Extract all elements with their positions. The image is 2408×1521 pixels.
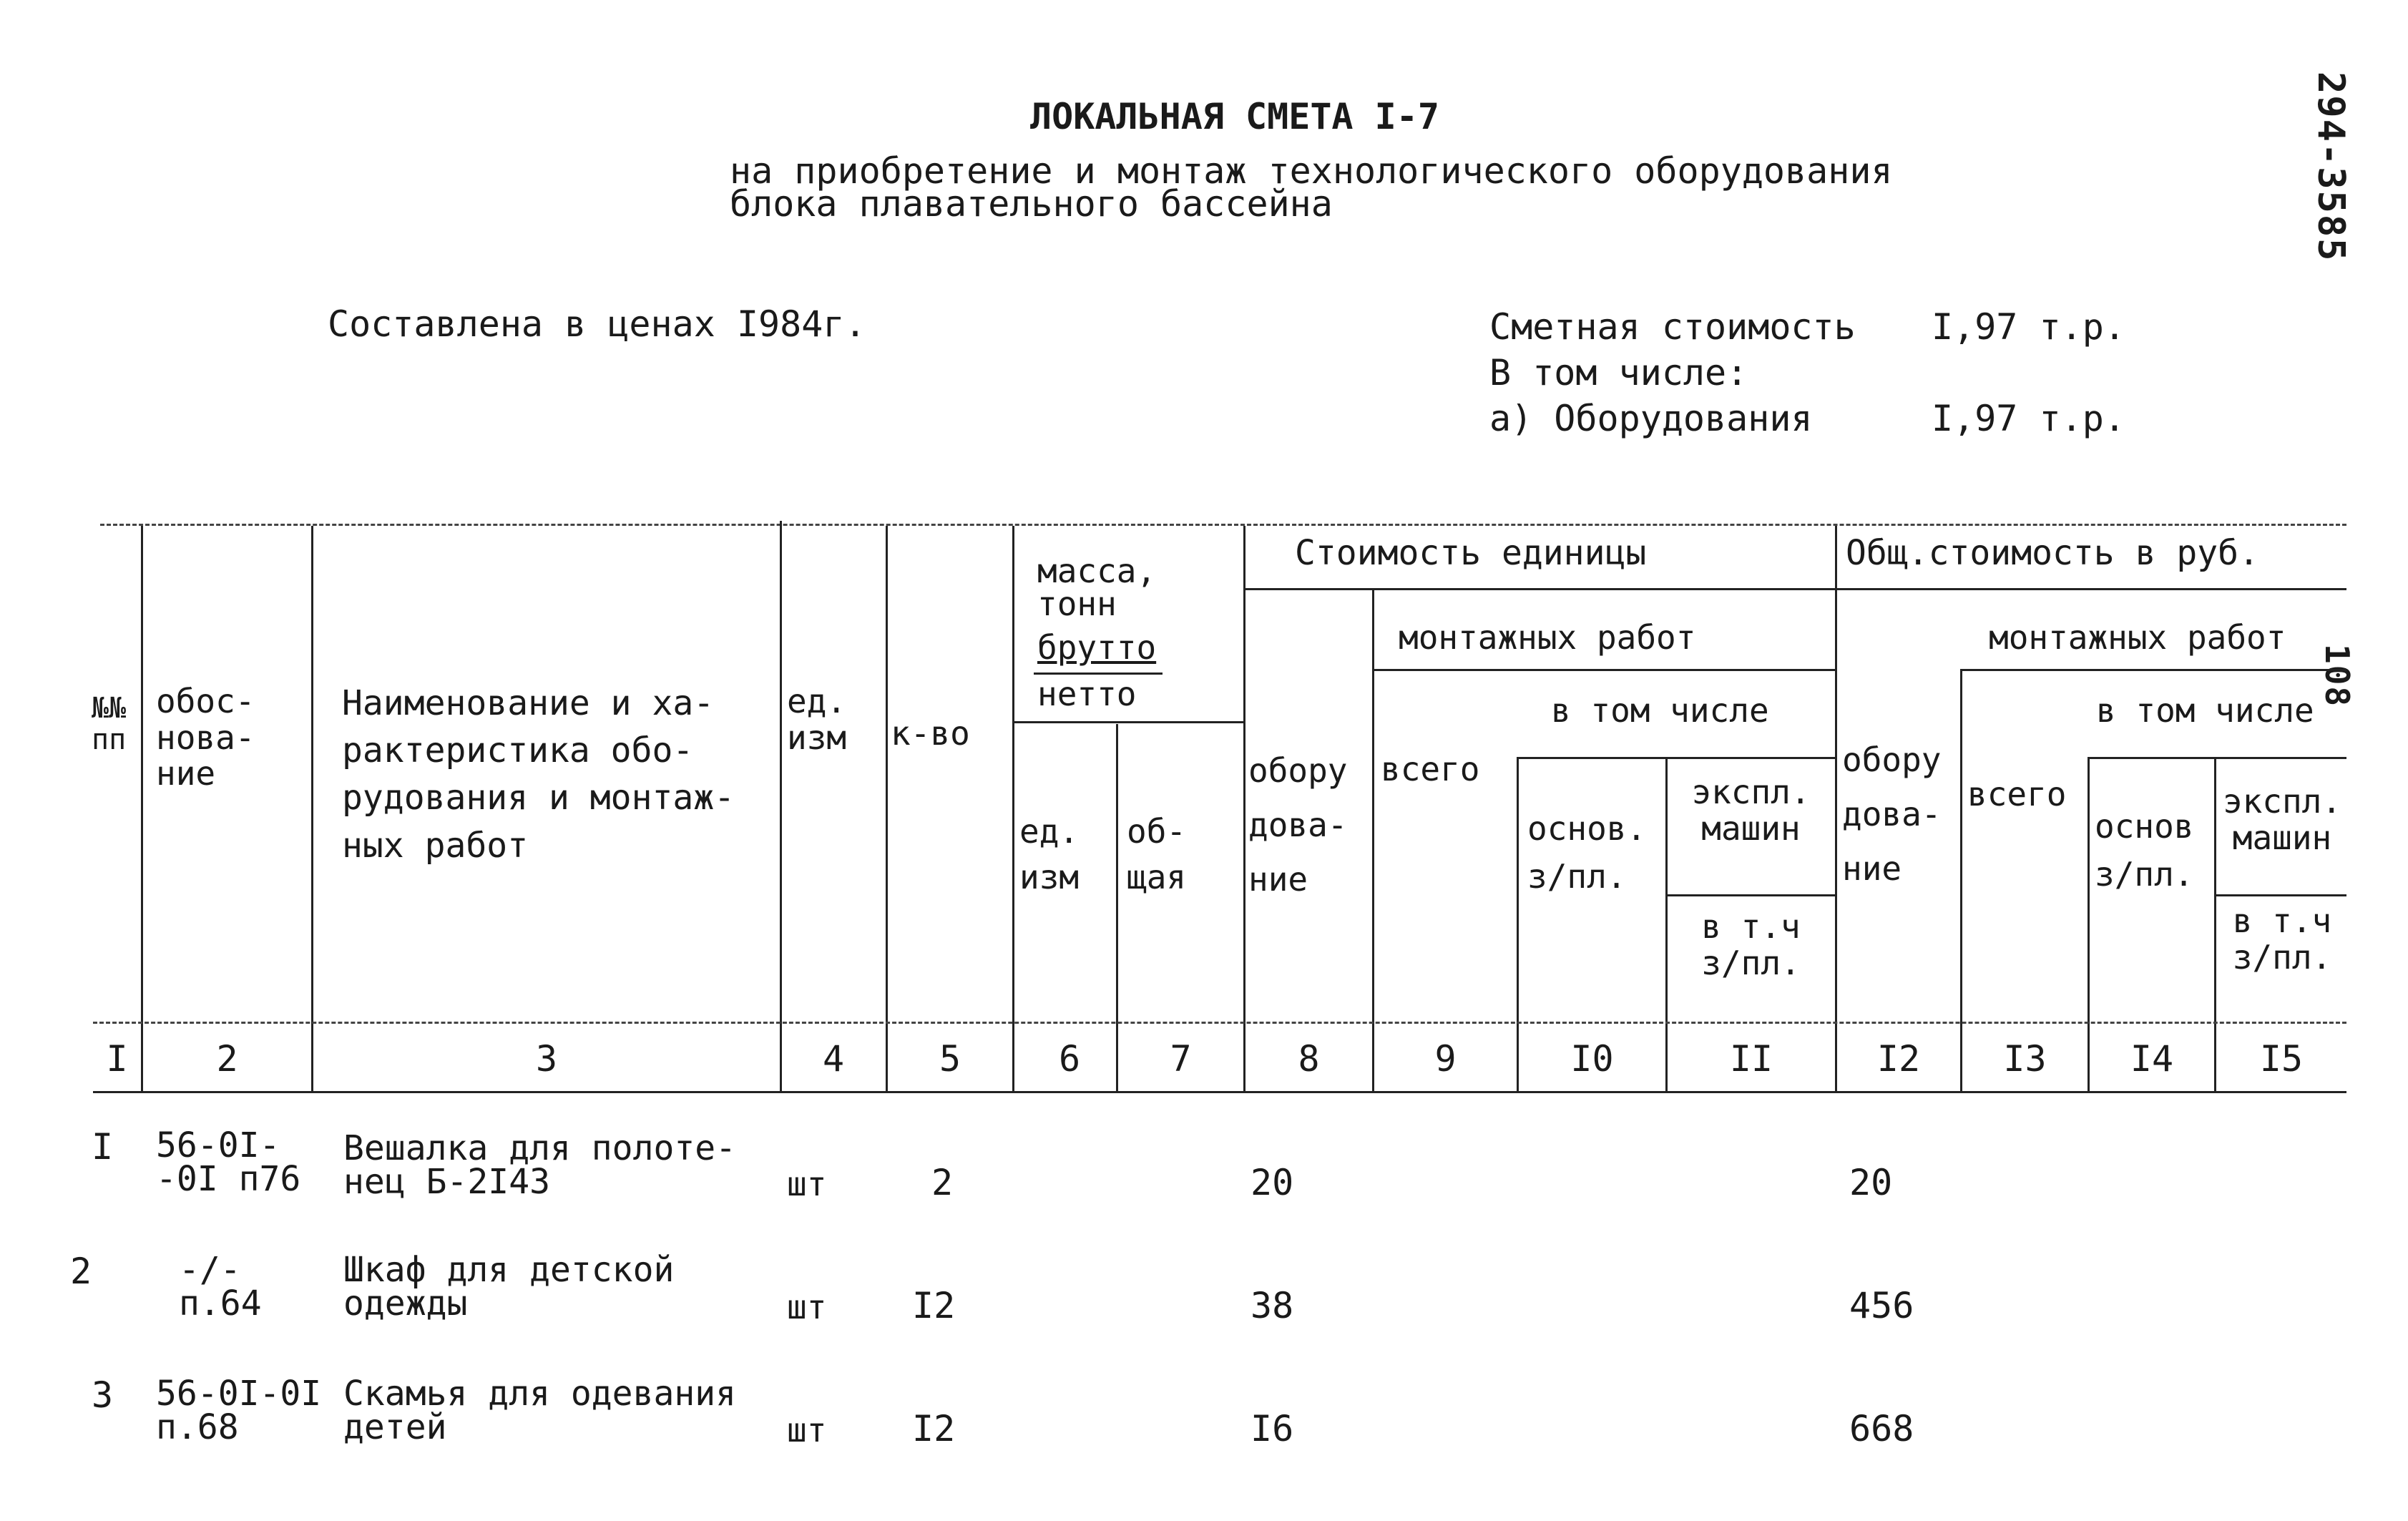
column-number: 3 — [535, 1038, 558, 1080]
column-number: 5 — [939, 1038, 961, 1080]
header-mass-netto: нетто — [1037, 675, 1137, 713]
header-equipment2: обору дова- ние — [1842, 740, 1942, 888]
header-including: в том числе — [1551, 691, 1769, 730]
header-total-cost: Общ.стоимость в руб. — [1846, 533, 2259, 573]
estimate-cost-value: I,97 т.р. — [1932, 306, 2125, 348]
table-top-border — [100, 524, 2346, 526]
header-mass: масса, тонн — [1037, 552, 1157, 623]
estimate-cost-label: Сметная стоимость — [1489, 306, 1856, 348]
column-number: 9 — [1434, 1038, 1457, 1080]
header-machines-salary2: в т.ч з/пл. — [2232, 901, 2332, 977]
col-divider — [1835, 526, 1837, 1091]
installation-divider — [1372, 669, 1835, 671]
col-divider — [141, 526, 143, 1091]
unit-cost-divider — [1245, 588, 1835, 590]
row-basis: 56-0I- -0I п76 — [156, 1125, 301, 1200]
header-mass-brutto: брутто — [1037, 628, 1157, 667]
row-basis: -/- п.64 — [179, 1250, 262, 1324]
column-number: I2 — [1876, 1038, 1921, 1080]
header-machines2: экспл. машин — [2222, 782, 2342, 857]
column-number: I4 — [2130, 1038, 2174, 1080]
column-number: 6 — [1059, 1038, 1081, 1080]
column-number: 4 — [823, 1038, 845, 1080]
column-number: 8 — [1298, 1038, 1320, 1080]
row-unit: шт — [787, 1411, 827, 1449]
row-number: 2 — [70, 1251, 92, 1292]
row-qty: I2 — [912, 1408, 956, 1449]
document-side-code: 294-3585 — [2309, 72, 2352, 263]
col-divider — [1960, 669, 1962, 1091]
header-machines-salary: в т.ч з/пл. — [1701, 907, 1801, 982]
including-divider — [1517, 757, 1835, 759]
header-base-salary: основ. з/пл. — [1527, 809, 1647, 896]
header-machines: экспл. машин — [1691, 773, 1811, 848]
row-number: 3 — [92, 1374, 114, 1416]
column-number: 2 — [216, 1038, 238, 1080]
header-total: всего — [1381, 750, 1480, 788]
header-num: №№ пп — [92, 692, 127, 756]
row-name: Скамья для одевания детей — [343, 1374, 737, 1448]
installation2-divider — [1960, 669, 2346, 671]
row-name: Вешалка для полоте- нец Б-2I43 — [343, 1128, 737, 1203]
including2-divider — [2088, 757, 2346, 759]
number-row-bottom-border — [93, 1091, 2346, 1093]
header-mass-total: об- щая — [1127, 812, 1187, 897]
col-divider — [886, 526, 888, 1091]
header-bottom-border — [93, 1022, 2346, 1024]
row-equipment-unit-cost: 38 — [1251, 1285, 1294, 1326]
column-number: I3 — [2003, 1038, 2047, 1080]
row-unit: шт — [787, 1165, 827, 1203]
col-divider — [780, 521, 782, 1091]
machines2-divider — [2214, 894, 2346, 896]
equipment-label: а) Оборудования — [1489, 398, 1813, 439]
row-unit: шт — [787, 1288, 827, 1326]
header-basis: обос- нова- ние — [156, 682, 255, 793]
row-qty: 2 — [931, 1162, 954, 1203]
header-unit-cost: Стоимость единицы — [1295, 533, 1647, 573]
row-number: I — [92, 1126, 114, 1168]
header-including2: в том числе — [2096, 691, 2314, 730]
mass-fraction-bar — [1034, 673, 1163, 675]
row-equipment-total-cost: 456 — [1849, 1285, 1914, 1326]
mass-divider — [1014, 721, 1243, 723]
header-installation2: монтажных работ — [1989, 618, 2286, 657]
row-name: Шкаф для детской одежды — [343, 1250, 675, 1324]
row-equipment-total-cost: 668 — [1849, 1408, 1914, 1449]
document-subtitle-line-2: блока плавательного бассейна — [730, 183, 1333, 225]
row-equipment-total-cost: 20 — [1849, 1162, 1893, 1203]
document-subtitle-line-1: на приобретение и монтаж технологического оборудования — [730, 150, 1893, 192]
row-basis: 56-0I-0I п.68 — [156, 1374, 322, 1448]
col-divider — [1012, 526, 1014, 1091]
document-title: ЛОКАЛЬНАЯ СМЕТА I-7 — [1030, 96, 1439, 137]
header-total2: всего — [1967, 775, 2067, 813]
row-equipment-unit-cost: 20 — [1251, 1162, 1294, 1203]
header-equipment: обору дова- ние — [1248, 751, 1348, 899]
page-number: 108 — [2318, 644, 2356, 708]
row-equipment-unit-cost: I6 — [1251, 1408, 1294, 1449]
header-qty: к-во — [891, 714, 970, 753]
including-label: В том числе: — [1489, 352, 1748, 393]
header-unit: ед. изм — [787, 682, 847, 757]
header-name: Наименование и ха- рактеристика обо- рудования и монтаж- ных работ — [342, 683, 735, 866]
total-cost-divider — [1837, 588, 2346, 590]
column-number: 7 — [1170, 1038, 1192, 1080]
column-number: I — [106, 1038, 128, 1080]
prices-note: Составлена в ценах I984г. — [328, 303, 866, 345]
col-divider — [311, 526, 313, 1091]
col-divider — [1243, 526, 1245, 1091]
header-mass-unit: ед. изм — [1019, 812, 1080, 897]
col-divider — [1116, 724, 1118, 1091]
header-base-salary2: основ з/пл. — [2095, 807, 2194, 894]
column-number: II — [1729, 1038, 1773, 1080]
column-number: I0 — [1570, 1038, 1614, 1080]
header-installation: монтажных работ — [1399, 618, 1696, 657]
row-qty: I2 — [912, 1285, 956, 1326]
machines-divider — [1665, 894, 1835, 896]
equipment-value: I,97 т.р. — [1932, 398, 2125, 439]
col-divider — [1372, 588, 1374, 1091]
column-number: I5 — [2259, 1038, 2304, 1080]
